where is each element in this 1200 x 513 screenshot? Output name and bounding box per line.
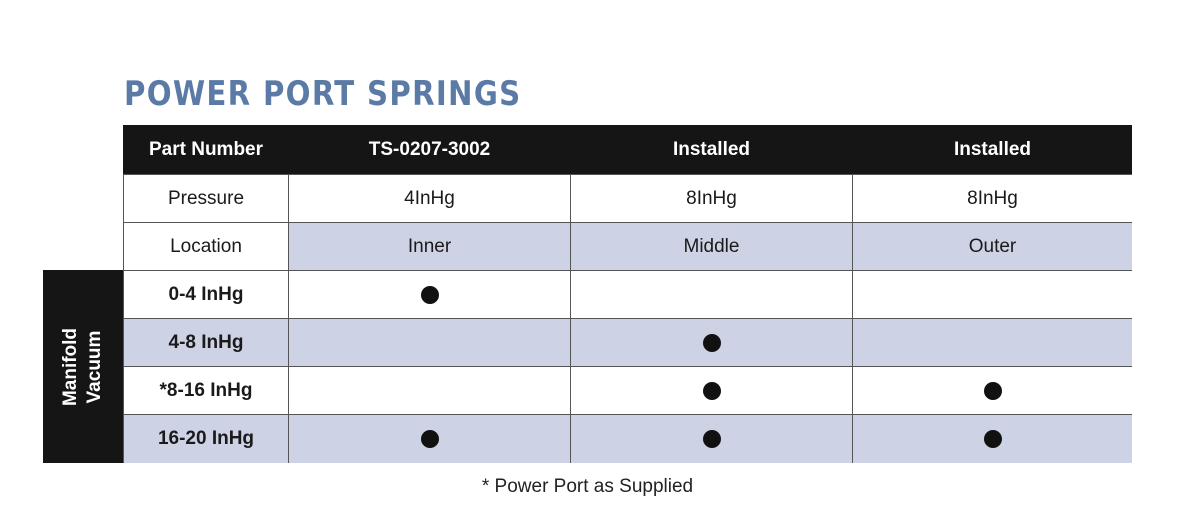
header-inner: TS-0207-3002 [288, 125, 570, 174]
filled-dot-icon [703, 334, 721, 352]
vacuum-cell [852, 270, 1132, 318]
header-part-number: Part Number [123, 125, 288, 174]
vacuum-cell [852, 366, 1132, 414]
vacuum-cell [288, 414, 570, 463]
vacuum-row-label: 0-4 InHg [123, 270, 288, 318]
vacuum-cell [288, 366, 570, 414]
vacuum-cell [570, 366, 852, 414]
vacuum-cell [570, 270, 852, 318]
pressure-label: Pressure [123, 174, 288, 222]
header-middle: Installed [570, 125, 852, 174]
footnote: * Power Port as Supplied [481, 476, 694, 497]
vacuum-row-label: *8-16 InHg [123, 366, 288, 414]
location-inner: Inner [288, 222, 570, 270]
location-outer: Outer [852, 222, 1132, 270]
filled-dot-icon [703, 382, 721, 400]
manifold-vacuum-label [43, 270, 123, 463]
side-label-line-1: Manifold [59, 327, 81, 406]
vacuum-cell [570, 414, 852, 463]
vacuum-cell [570, 318, 852, 366]
vacuum-cell [288, 318, 570, 366]
pressure-middle: 8InHg [570, 174, 852, 222]
vacuum-row-label: 16-20 InHg [123, 414, 288, 463]
filled-dot-icon [703, 430, 721, 448]
filled-dot-icon [421, 430, 439, 448]
location-middle: Middle [570, 222, 852, 270]
location-label: Location [123, 222, 288, 270]
header-outer: Installed [852, 125, 1132, 174]
filled-dot-icon [421, 286, 439, 304]
spring-table [123, 125, 1132, 463]
pressure-outer: 8InHg [852, 174, 1132, 222]
filled-dot-icon [984, 382, 1002, 400]
vacuum-row-label: 4-8 InHg [123, 318, 288, 366]
pressure-inner: 4InHg [288, 174, 570, 222]
vacuum-cell [852, 414, 1132, 463]
vacuum-cell [852, 318, 1132, 366]
page-title: POWER PORT SPRINGS [124, 74, 522, 114]
vacuum-cell [288, 270, 570, 318]
filled-dot-icon [984, 430, 1002, 448]
side-label-line-2: Vacuum [83, 330, 105, 403]
